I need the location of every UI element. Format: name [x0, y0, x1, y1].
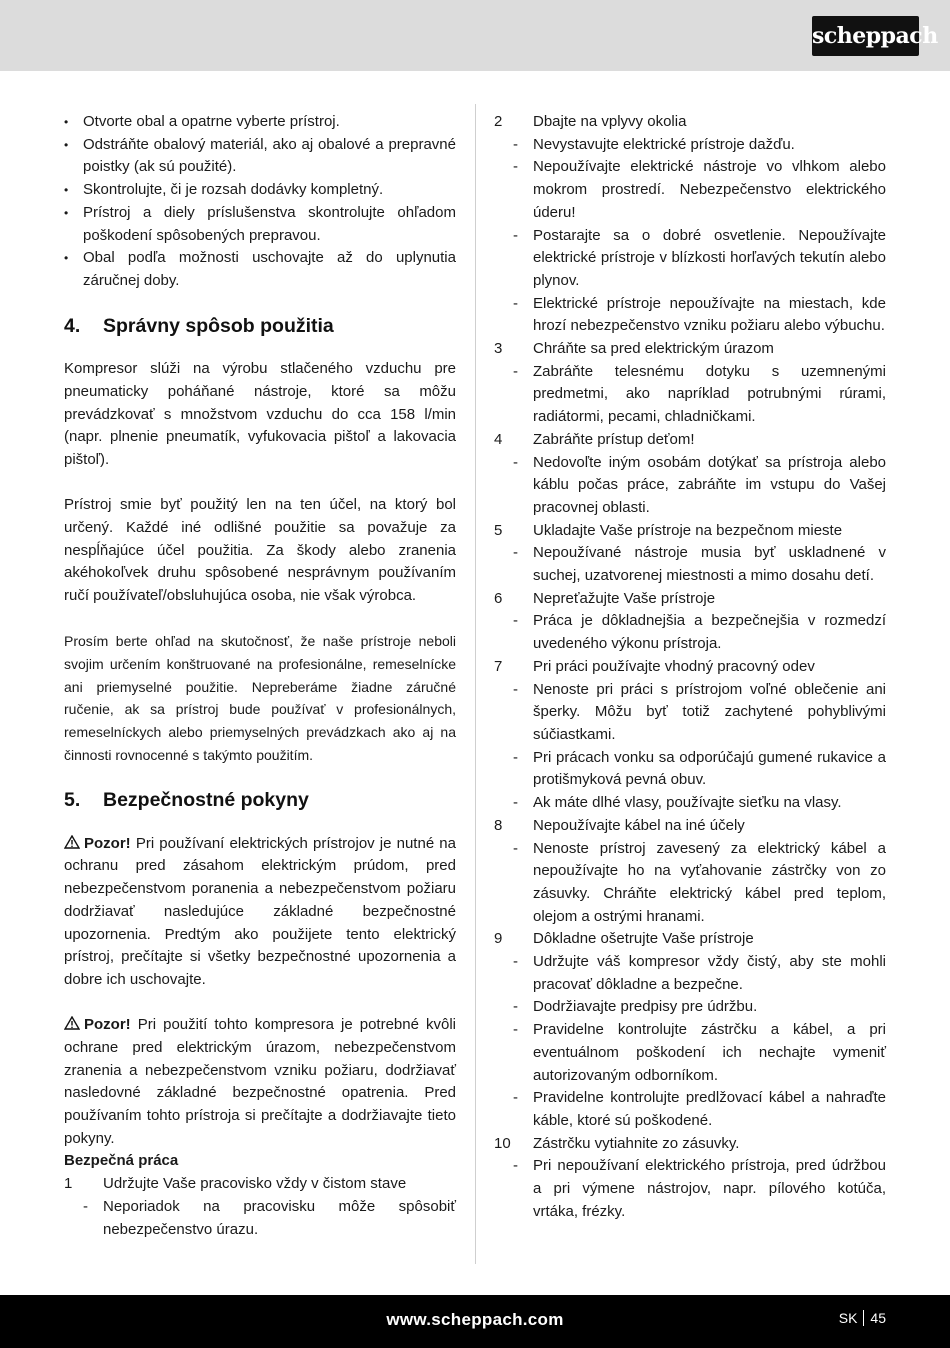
warning-triangle-icon [64, 835, 80, 849]
page-number: 45 [870, 1310, 886, 1326]
warning-paragraph [64, 1014, 456, 1150]
item-number: 4 [494, 430, 503, 448]
dash-marker: - [513, 226, 518, 244]
item-number: 10 [494, 1134, 511, 1152]
page-indicator [839, 1310, 886, 1326]
numbered-item [494, 1133, 886, 1156]
paragraph: Prístroj smie byť použitý len na ten účel, na ktorý bol určený. Každé iné odlišné použitie sa považuje za nespĺňajúce účel použitia. Za škody alebo zranenia akéhokoľvek druhu spôsobené nesprávnym používaním ručí používateľ/obsluhujúca osoba, nie však výrobca. [64, 496, 456, 605]
item-number: 5 [494, 521, 503, 539]
website-link[interactable]: www.scheppach.com [386, 1310, 564, 1329]
item-text: Nepreťažujte Vaše prístroje [533, 589, 716, 607]
section-number: 4. [64, 314, 81, 337]
dash-item [494, 156, 886, 224]
item-text: Nepoužívajte kábel na iné účely [533, 816, 745, 834]
dash-text: Pravidelne kontrolujte zástrčku a kábel, a pri eventuálnom poškodení ich nechajte vymeniť autorizovaným odborníkom. [533, 1021, 886, 1084]
dash-marker: - [513, 680, 518, 698]
footer-bar [0, 1295, 950, 1348]
dash-text: Nevystavujte elektrické prístroje dažďu. [533, 135, 795, 153]
item-number: 9 [494, 930, 503, 948]
dash-text: Pravidelne kontrolujte predlžovací kábel a nahraďte káble, ktoré sú poškodené. [533, 1089, 886, 1129]
numbered-item [64, 1173, 456, 1196]
dash-text: Nepoužívajte elektrické nástroje vo vlhkom alebo mokrom prostredí. Nebezpečenstvo elektrického úderu! [533, 158, 886, 221]
left-column [64, 111, 456, 1241]
right-column [494, 111, 886, 1223]
item-text: Dbajte na vplyvy okolia [533, 113, 687, 130]
numbered-item [494, 520, 886, 543]
dash-item [494, 996, 886, 1019]
dash-text: Nepoužívané nástroje musia byť uskladnené v suchej, uzatvorenej miestnosti a mimo dosahu detí. [533, 544, 886, 585]
list-item: • Prístroj a diely príslušenstva skontrolujte ohľadom poškodení spôsobených prepravou. [64, 202, 456, 247]
dash-item [494, 747, 886, 792]
dash-item [494, 542, 886, 587]
scheppach-logo: scheppach [812, 16, 919, 56]
dash-text: Nenoste pri práci s prístrojom voľné oblečenie ani šperky. Môžu byť totiž zachytené pohyblivými súčiastkami. [533, 680, 886, 743]
dash-text: Nedovoľte iným osobám dotýkať sa prístroja alebo káblu počas práce, zabráňte im vstupu do Vašej pracovnej oblasti. [533, 453, 886, 516]
dash-marker: - [513, 294, 518, 312]
warning-paragraph [64, 833, 456, 992]
dash-marker: - [513, 1089, 518, 1107]
dash-marker: - [513, 953, 518, 971]
dash-item [494, 293, 886, 338]
dash-text: Pri prácach vonku sa odporúčajú gumené rukavice a protišmyková pevná obuv. [533, 748, 886, 789]
item-number: 2 [494, 113, 503, 130]
numbered-item [494, 928, 886, 951]
dash-item [494, 1155, 886, 1223]
item-number: 6 [494, 589, 503, 607]
dash-marker: - [513, 158, 518, 176]
dash-marker: - [513, 453, 518, 471]
item-text: Chráňte sa pred elektrickým úrazom [533, 340, 774, 358]
paragraph: Kompresor slúži na výrobu stlačeného vzduchu pre pneumaticky poháňané nástroje, ktoré sa môžu prevádzkovať s množstvom vzduchu do cca 158 l/min (napr. plnenie pneumatík, vyfukovacia pištoľ a lakovacia pištoľ). [64, 360, 456, 469]
item-text: Zástrčku vytiahnite zo zásuvky. [533, 1134, 740, 1152]
item-text: Pri práci používajte vhodný pracovný odev [533, 657, 815, 675]
paragraph: Prosím berte ohľad na skutočnosť, že naše prístroje neboli svojim určením konštruované na profesionálne, remeselnícke ani priemyselné použitie. Nepreberáme žiadne záručné ručenie, ak sa prístroj bude používať v profesionálnych, remeselníckych alebo priemyselných prevádzkach ako aj na činnosti rovnocenné s takýmto použitím. [64, 633, 456, 763]
list-item: • Skontrolujte, či je rozsah dodávky kompletný. [64, 179, 456, 202]
dash-marker: - [513, 794, 518, 812]
section-title: Správny spôsob použitia [103, 314, 334, 337]
dash-item [494, 792, 886, 815]
item-text: Ukladajte Vaše prístroje na bezpečnom mieste [533, 521, 843, 539]
dash-item [494, 679, 886, 747]
dash-text: Nenoste prístroj zavesený za elektrický kábel a nepoužívajte ho na vyťahovanie zástrčky von zo zásuvky. Chráňte elektrický kábel pred teplom, olejom a ostrými hranami. [533, 839, 886, 925]
dash-item [494, 1019, 886, 1087]
dash-item [494, 225, 886, 293]
dash-text: Pri nepoužívaní elektrického prístroja, pred údržbou a pri výmene nástrojov, napr. pílového kotúča, vrtáka, frézky. [533, 1157, 886, 1220]
list-item: • Otvorte obal a opatrne vyberte prístroj. [64, 111, 456, 134]
dash-marker: - [513, 1021, 518, 1039]
dash-text: Dodržiavajte predpisy pre údržbu. [533, 998, 758, 1016]
bullet-list [64, 111, 456, 293]
dash-marker: - [513, 135, 518, 153]
dash-marker: - [513, 1157, 518, 1175]
section-heading-4 [64, 315, 456, 338]
item-number: 1 [64, 1175, 73, 1193]
item-number: 7 [494, 657, 503, 675]
dash-item [494, 1087, 886, 1132]
item-number: 8 [494, 816, 503, 834]
warning-text: Pri použití tohto kompresora je potrebné kvôli ochrane pred elektrickým úrazom, nebezpečenstvom zranenia a nebezpečenstvom vzniku požiaru, dodržiavať nasledovné základné bezpečnostné opatrenia. Pred používaním tohto prístroja si prečítajte a dodržiavajte tieto pokyny. [64, 1016, 456, 1147]
dash-marker: - [513, 362, 518, 380]
dash-text: Ak máte dlhé vlasy, používajte sieťku na vlasy. [533, 794, 842, 812]
numbered-item [494, 815, 886, 838]
dash-item [494, 361, 886, 429]
dash-item [494, 610, 886, 655]
separator [863, 1310, 864, 1326]
numbered-item [494, 588, 886, 611]
warning-label: Pozor! [84, 834, 131, 852]
item-number: 3 [494, 340, 503, 358]
item-text: Udržujte Vaše pracovisko vždy v čistom stave [103, 1175, 407, 1193]
item-text: Zabráňte prístup deťom! [533, 430, 695, 448]
column-divider [475, 104, 476, 1264]
dash-text: Elektrické prístroje nepoužívajte na miestach, kde hrozí nebezpečenstvo vzniku požiaru alebo výbuchu. [533, 294, 886, 335]
item-text: Dôkladne ošetrujte Vaše prístroje [533, 930, 754, 948]
list-item: • Odstráňte obalový materiál, ako aj obalové a prepravné poistky (ak sú použité). [64, 134, 456, 179]
subheading: Bezpečná práca [64, 1152, 179, 1170]
language-code: SK [838, 1310, 858, 1326]
numbered-item [494, 429, 886, 452]
dash-marker: - [83, 1197, 88, 1215]
dash-item [494, 452, 886, 520]
dash-marker: - [513, 998, 518, 1016]
section-title: Bezpečnostné pokyny [103, 789, 309, 812]
warning-label: Pozor! [84, 1016, 131, 1034]
dash-item [64, 1196, 456, 1241]
dash-marker: - [513, 544, 518, 562]
dash-text: Práca je dôkladnejšia a bezpečnejšia v rozmedzí uvedeného výkonu prístroja. [533, 612, 886, 653]
dash-marker: - [513, 839, 518, 857]
dash-marker: - [513, 748, 518, 766]
list-item: • Obal podľa možnosti uschovajte až do uplynutia záručnej doby. [64, 247, 456, 292]
dash-text: Neporiadok na pracovisku môže spôsobiť nebezpečenstvo úrazu. [103, 1197, 456, 1238]
dash-marker: - [513, 612, 518, 630]
dash-item [494, 838, 886, 929]
dash-text: Udržujte váš kompresor vždy čistý, aby ste mohli pracovať dôkladne a bezpečne. [533, 953, 886, 993]
numbered-item [494, 111, 886, 134]
warning-text: Pri používaní elektrických prístrojov je nutné na ochranu pred zásahom elektrickým prúdom, pred nebezpečenstvom poranenia a nebezpečenstvom požiaru dodržiavať nasledujúce základné bezpečnostné upozornenia. Predtým ako použijete tento elektrický prístroj, prečítajte si všetky bezpečnostné upozornenia a dobre ich uschovajte. [64, 834, 456, 988]
dash-item [494, 951, 886, 996]
section-number: 5. [64, 789, 81, 812]
numbered-item [494, 656, 886, 679]
warning-triangle-icon [64, 1016, 80, 1030]
dash-text: Postarajte sa o dobré osvetlenie. Nepoužívajte elektrické prístroje v blízkosti horľavých tekutín alebo plynov. [533, 226, 886, 289]
header-band [0, 0, 950, 71]
dash-text: Zabráňte telesnému dotyku s uzemnenými predmetmi, ako napríklad potrubnými rúrami, radiátormi, pecami, chladničkami. [533, 362, 886, 426]
dash-item [494, 134, 886, 157]
numbered-item [494, 338, 886, 361]
section-heading-5 [64, 789, 456, 812]
